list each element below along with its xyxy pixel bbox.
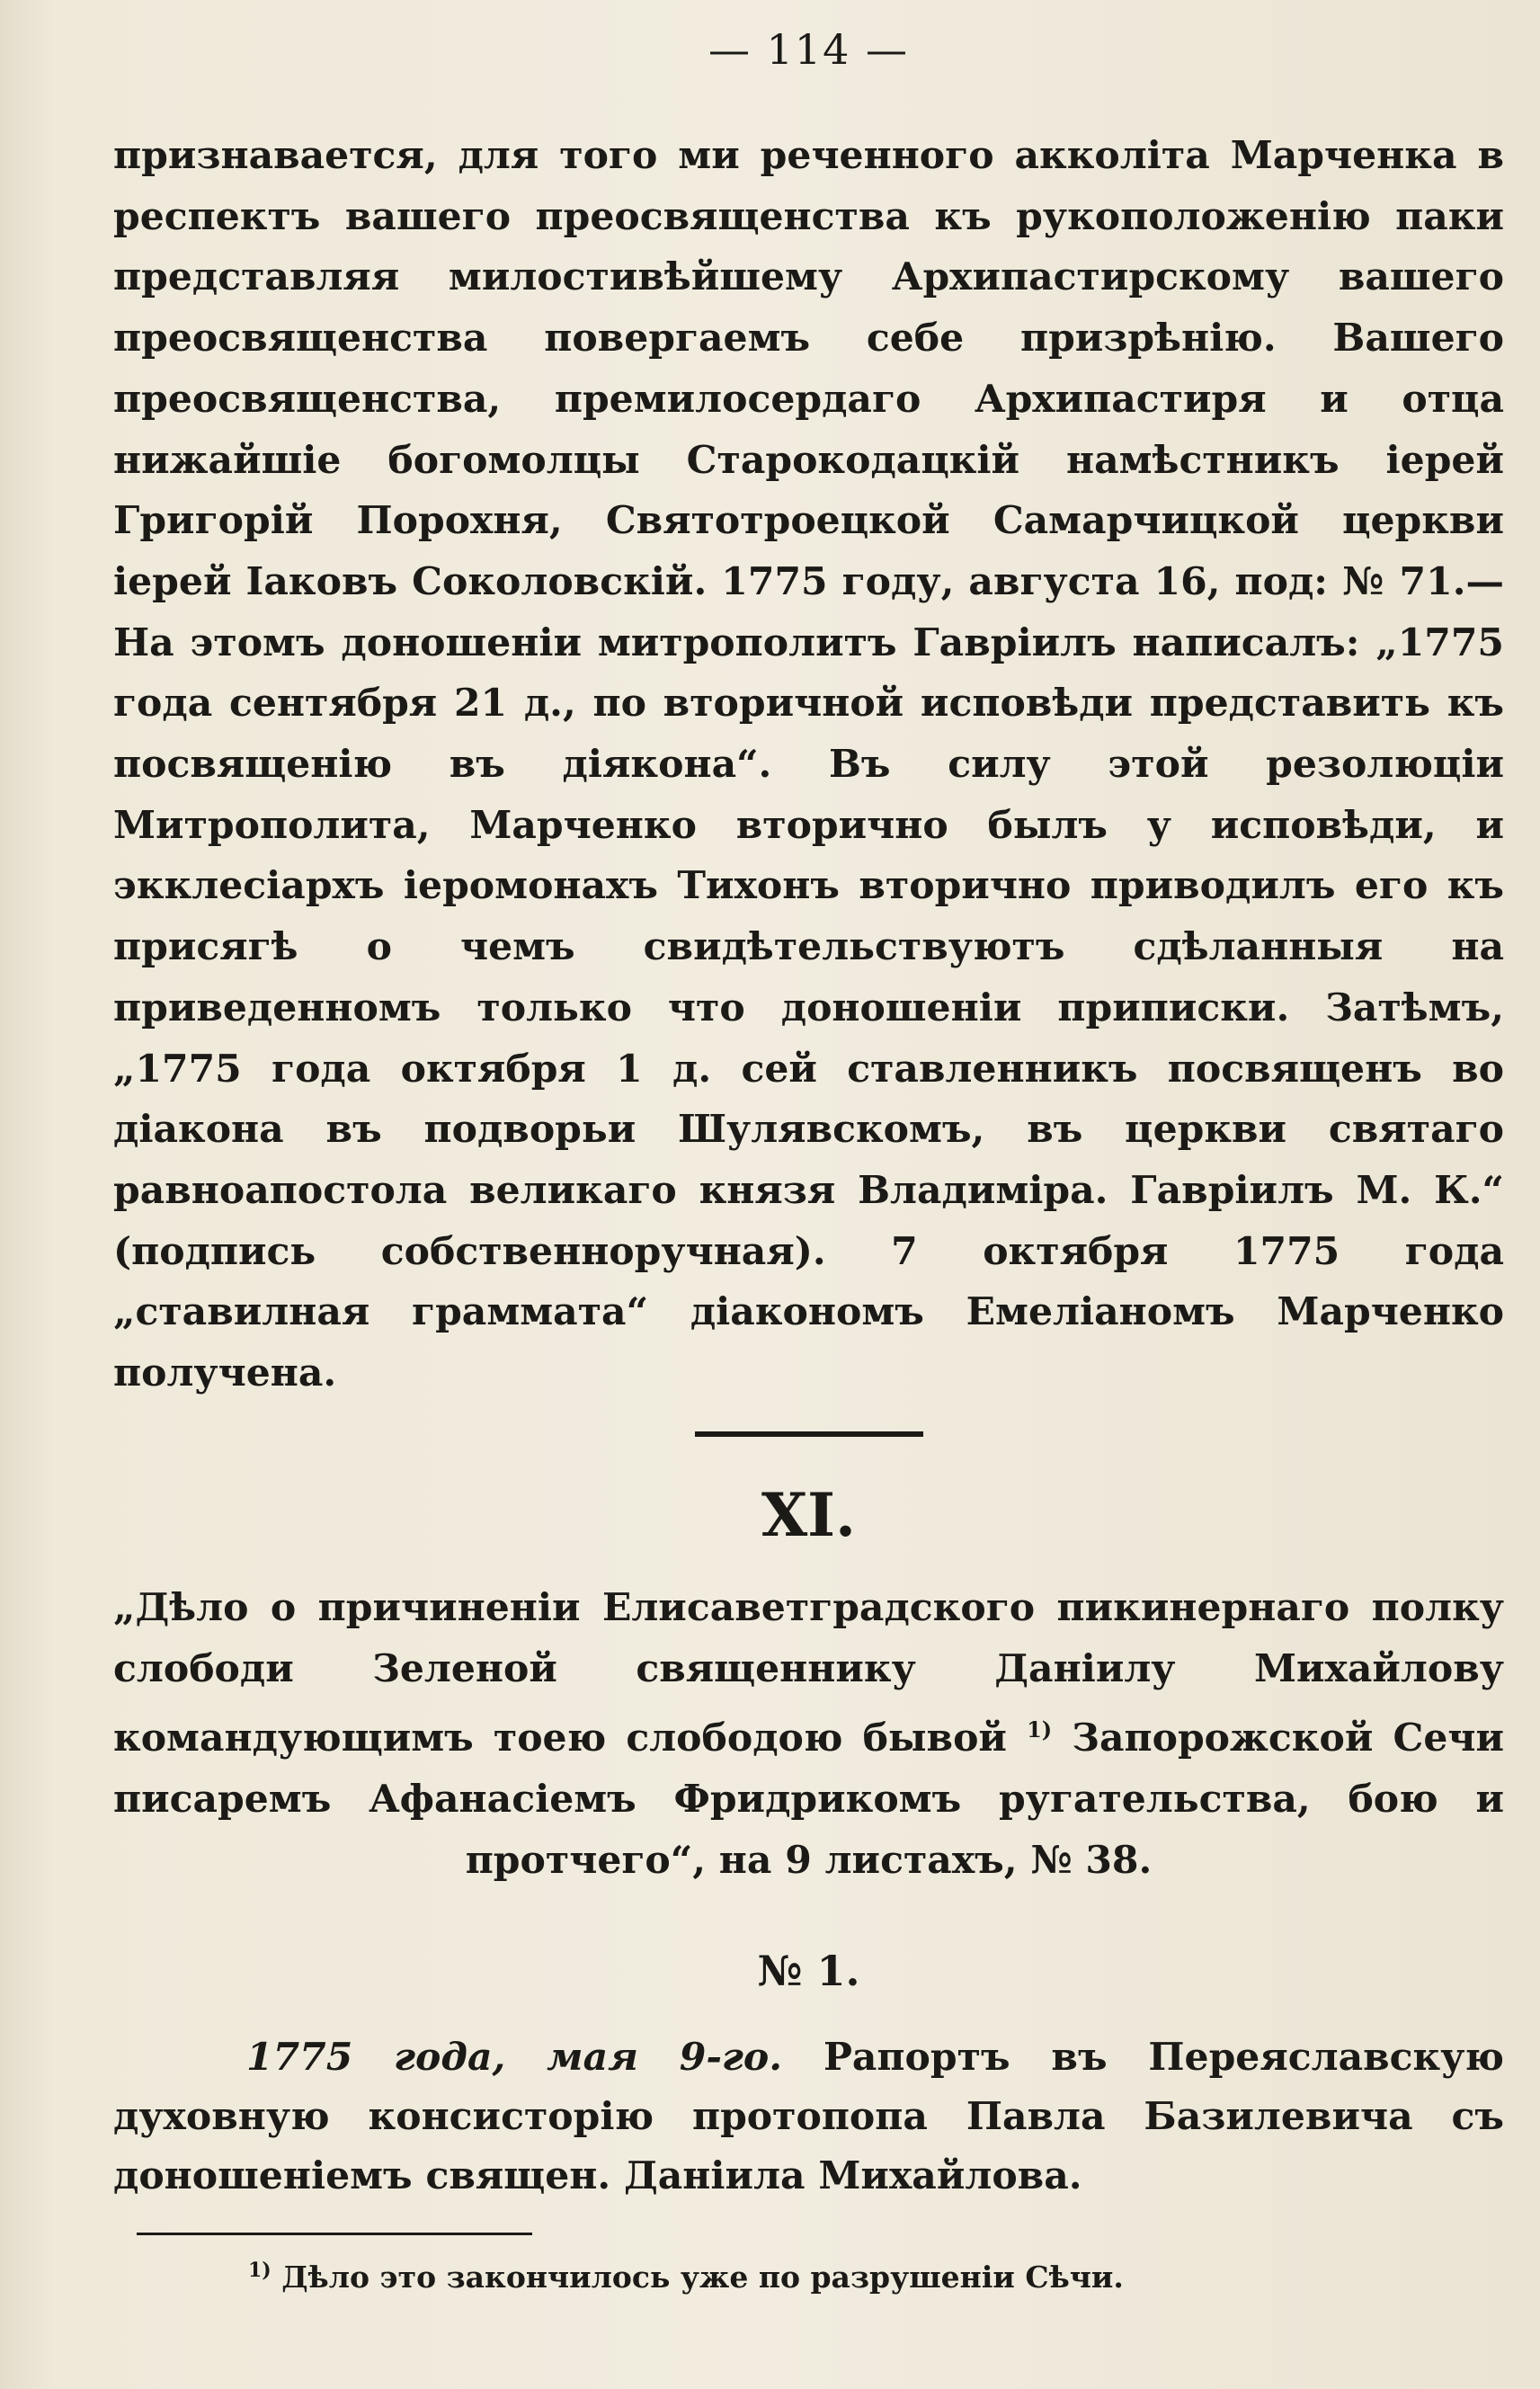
document-entry — [113, 2028, 1504, 2206]
document-date: 1775 года, мая 9-го. — [246, 2034, 783, 2080]
section-title-part1: „Дѣло о причиненіи Елисаветградского пикинернаго полку слободи Зеленой священнику Даніилу Михайлову командующимъ тоею слободою бывой — [113, 1584, 1504, 1761]
section-number: XI. — [761, 1479, 857, 1550]
footnote-divider — [137, 2233, 532, 2235]
section-title — [113, 1577, 1504, 1891]
document-number: № 1. — [757, 1946, 860, 1995]
footnote-mark: 1) — [248, 2258, 272, 2282]
section-divider — [695, 1431, 923, 1437]
body-paragraph: признавается, для того ми реченного акколіта Марченка в респектъ вашего преосвященства къ рукоположенію паки представляя милостивѣйшему Архипастирскому вашего преосвященства повергаемъ себе призрѣнію. Вашего преосвященства, премилосердаго Архипастиря и отца нижайшіе богомолцы Старокодацкій намѣстникъ іерей Григорій Порохня, Святотроецкой Самарчицкой церкви іерей Іаковъ Соколовскій. 1775 году, августа 16, под: № 71.—На этомъ доношеніи митрополитъ Гавріилъ написалъ: „1775 года сентября 21 д., по вторичной исповѣди представить къ посвященію въ діякона“. Въ силу этой резолюціи Митрополита, Марченко вторично былъ у исповѣди, и экклесіархъ іеромонахъ Тихонъ вторично приводилъ его къ присягѣ о чемъ свидѣтельствуютъ сдѣланныя на приведенномъ только что доношеніи приписки. Затѣмъ, „1775 года октября 1 д. сей ставленникъ посвященъ во діакона въ подворьи Шулявскомъ, въ церкви святаго равноапостола великаго князя Владиміра. Гавріилъ М. К.“ (подпись собственноручная). 7 октября 1775 года „ставилная граммата“ діакономъ Емеліаномъ Марченко получена. — [113, 133, 1504, 1396]
footnote-text: Дѣло это закончилось уже по разрушеніи Сѣчи. — [281, 2259, 1124, 2295]
page-number: — 114 — — [708, 25, 910, 74]
document-description: Рапортъ въ Переяславскую духовную консисторію протопопа Павла Базилевича съ доношеніемъ священ. Даніила Михайлова. — [113, 2034, 1505, 2198]
section-title-part2: Запорожской Сечи писаремъ Афанасіемъ Фридрикомъ ругательства, бою и протчего“, на 9 листахъ, № 38. — [113, 1715, 1504, 1883]
footnote-reference[interactable]: 1) — [1027, 1716, 1053, 1743]
footnote — [113, 2259, 1504, 2295]
